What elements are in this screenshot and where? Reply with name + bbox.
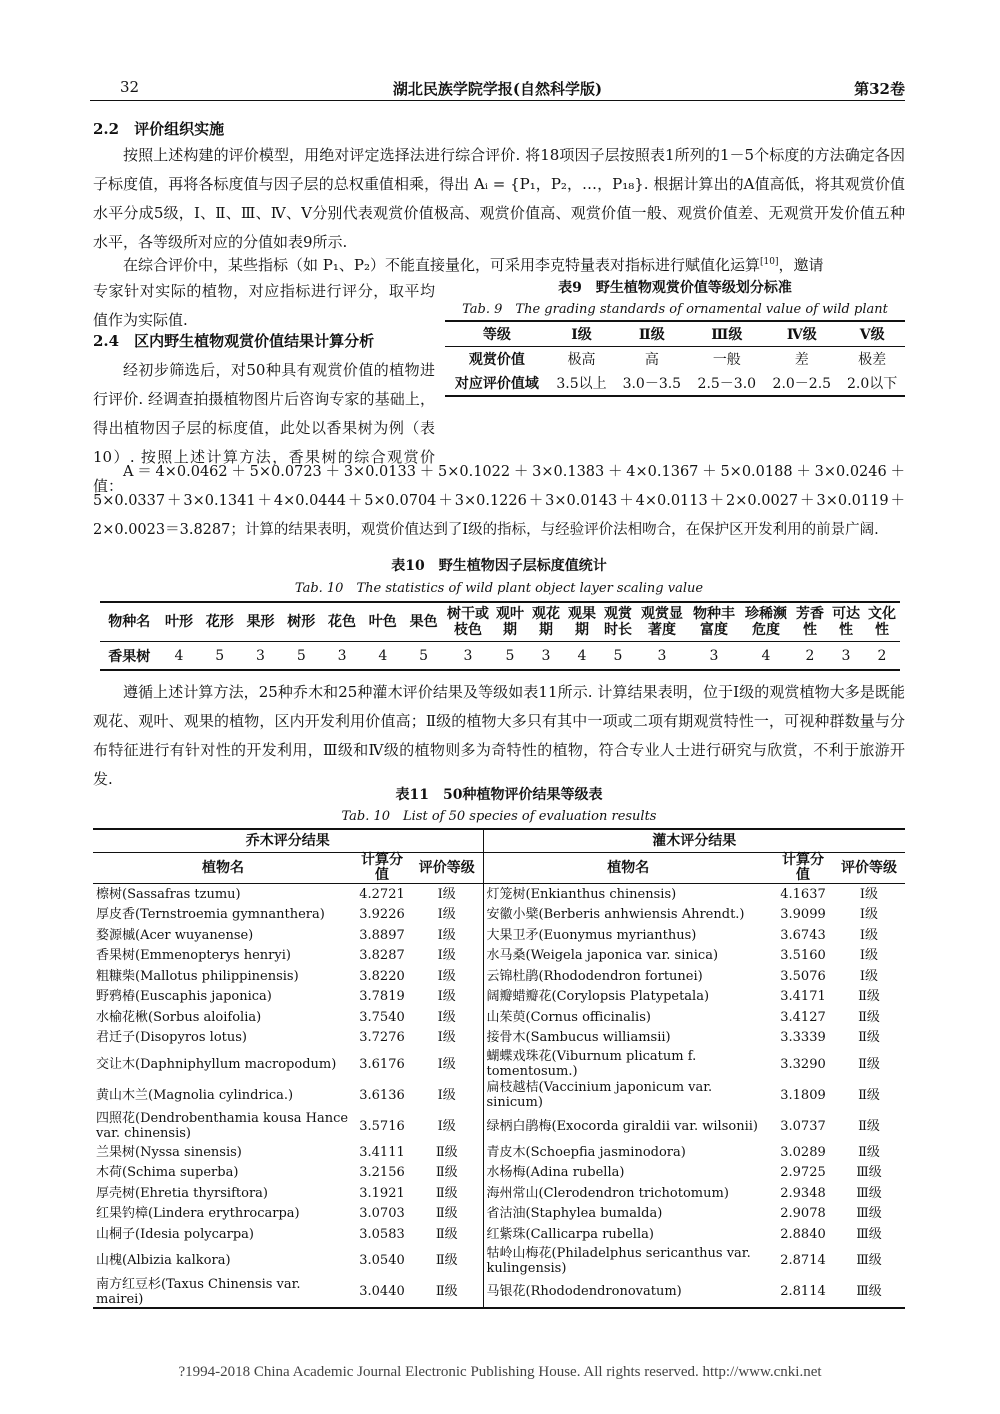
table10-caption-cn: 表10 野生植物因子层标度值统计 — [391, 558, 607, 574]
header-cell: 树形 — [281, 602, 322, 642]
table-cell: 极差 — [858, 352, 887, 368]
table-cell: 木荷(Schima superba) — [96, 1165, 239, 1181]
table-row — [93, 925, 905, 946]
table-cell: 香果树 — [108, 648, 151, 665]
table-cell: Ⅰ级 — [437, 927, 456, 943]
table-cell: 山茱萸(Cornus officinalis) — [483, 1007, 773, 1028]
table-cell: 3.9226 — [359, 907, 405, 923]
table-cell: Ⅱ级 — [858, 1056, 880, 1072]
table-cell: 3.2156 — [359, 1165, 405, 1181]
paragraph-evaluation-method: 按照上述构建的评价模型，用绝对评定选择法进行综合评价. 将18项因子层按照表1所列的1－5个标度的方法确定各因子标度值，再将各标度值与因子层的总权重值相乘，得出 Aᵢ = {P₁，P₂，…，P₁₈}. 根据计算出的A值高低，将其观赏价值水平分成5级，Ⅰ、Ⅱ、Ⅲ、Ⅳ、Ⅴ分别代表观赏价值极高、观赏价值高、观赏价值一般、观赏价值差、无观赏开发价值五种水平，各等级所对应的分值如表9所示. — [93, 146, 905, 251]
journal-title: 湖北民族学院学报(自然科学版) — [392, 80, 603, 98]
table-cell: Ⅰ级 — [437, 948, 456, 964]
table11-caption-cn: 表11 50种植物评价结果等级表 — [395, 787, 603, 803]
table-cell: Ⅱ级 — [435, 1185, 458, 1201]
table-cell: 5 — [505, 647, 515, 664]
table-cell: Ⅱ级 — [435, 1284, 458, 1299]
table-cell: 檫树(Sassafras tzumu) — [96, 886, 241, 902]
table-cell: 2.8114 — [780, 1284, 826, 1299]
header-cell: 计算分值 — [773, 853, 833, 884]
table-cell: 水榆花楸(Sorbus aloifolia) — [96, 1009, 262, 1025]
table-cell: Ⅱ级 — [858, 1118, 880, 1134]
table-cell: 2.9348 — [780, 1185, 826, 1201]
table-cell: 极高 — [567, 352, 596, 368]
table-row — [93, 1277, 905, 1308]
copyright-footer: ?1994-2018 China Academic Journal Electronic Publishing House. All rights reserved. http://www.cnki.net — [178, 1364, 822, 1380]
table-cell: 3.3339 — [780, 1030, 826, 1046]
table-cell: Ⅰ级 — [437, 989, 456, 1005]
table9-caption-en: Tab. 9 The grading standards of ornamental value of wild plant — [462, 302, 888, 317]
table-row — [93, 987, 905, 1008]
table-row — [93, 905, 905, 926]
table-cell: Ⅲ级 — [856, 1284, 882, 1299]
table-cell: 4 — [761, 647, 771, 664]
table9-caption-cn: 表9 野生植物观赏价值等级划分标准 — [558, 280, 792, 296]
table-cell: 3.4171 — [780, 989, 826, 1005]
section-heading-2-2: 2.2 评价组织实施 — [93, 120, 225, 138]
table-cell: 2 — [877, 647, 887, 664]
table10-scaling-values — [100, 601, 900, 671]
header-cell: 果色 — [403, 602, 444, 642]
table-cell: 3.0289 — [780, 1144, 826, 1160]
table-cell: Ⅰ级 — [859, 886, 879, 902]
table-cell: 南方红豆杉(Taxus Chinensis var. mairei) — [96, 1276, 301, 1307]
table-cell: 山桐子(Idesia polycarpa) — [96, 1226, 254, 1242]
table-cell: 3 — [256, 647, 265, 664]
table-cell: 蝴蝶戏珠花(Viburnum plicatum f. tomentosum.) — [483, 1048, 773, 1080]
table-cell: 4.1637 — [780, 886, 826, 902]
header-cell: Ⅴ级 — [839, 321, 905, 347]
table-cell: 3.0－3.5 — [622, 376, 682, 392]
header-cell: 植物名 — [93, 853, 353, 884]
table-cell: 3.8220 — [359, 968, 405, 984]
table-group-header-row — [93, 829, 905, 853]
table-cell: 对应评价值域 — [454, 376, 539, 392]
header-cell: 花形 — [199, 602, 240, 642]
table-cell: 阔瓣蜡瓣花(Corylopsis Platypetala) — [483, 987, 773, 1008]
table-cell: 红果钓樟(Lindera erythrocarpa) — [96, 1206, 300, 1222]
table-cell: 2.9078 — [780, 1206, 826, 1222]
table-cell: Ⅱ级 — [858, 1144, 880, 1160]
table-row — [93, 1007, 905, 1028]
header-cell: 观赏时长 — [600, 602, 636, 642]
table-row — [93, 1224, 905, 1245]
table-cell: 绿柄白鹃梅(Exocorda giraldii var. wilsonii) — [483, 1110, 773, 1142]
paragraph-screening — [93, 356, 905, 495]
table-cell: Ⅲ级 — [856, 1226, 882, 1242]
table-cell: 差 — [794, 352, 809, 368]
table-cell: Ⅲ级 — [856, 1206, 882, 1222]
header-cell: Ⅰ级 — [549, 321, 615, 347]
table-cell: 2 — [805, 647, 815, 664]
paragraph-results: 遵循上述计算方法，25种乔木和25种灌木评价结果及等级如表11所示. 计算结果表明，位于Ⅰ级的观赏植物大多是既能观花、观叶、观果的植物，区内开发利用价值高；Ⅱ级的植物大多只有其中一项或二项有期观赏特性一，可视种群数量与分布特征进行有针对性的开发利用，Ⅲ级和Ⅳ级的植物则多为奇特性的植物，符合专业人士进行研究与欣赏，不利于旅游开发. — [93, 683, 905, 788]
table-cell: 3.1809 — [780, 1087, 826, 1103]
header-cell: 可达性 — [828, 602, 864, 642]
table-row — [93, 1110, 905, 1142]
header-cell: 观叶期 — [492, 602, 528, 642]
table-cell: 3 — [657, 647, 667, 664]
table-cell: Ⅱ级 — [435, 1206, 458, 1222]
table-cell: Ⅱ级 — [435, 1144, 458, 1160]
header-cell: 花色 — [322, 602, 363, 642]
table-cell: 5 — [419, 647, 429, 664]
header-cell: Ⅲ级 — [689, 321, 764, 347]
table-cell: Ⅲ级 — [856, 1253, 882, 1268]
table-cell: 5 — [215, 647, 225, 664]
running-header — [90, 74, 905, 101]
table-cell: Ⅲ级 — [856, 1185, 882, 1201]
table-cell: 3.5以上 — [556, 376, 607, 392]
table-row — [93, 1142, 905, 1163]
page-number: 32 — [120, 78, 140, 96]
table-row — [93, 1163, 905, 1184]
table-cell: 3.4127 — [780, 1009, 826, 1025]
table-cell: Ⅰ级 — [859, 968, 879, 984]
likert-text: 在综合评价中，某些指标（如 P₁、P₂）不能直接量化，可采用李克特量表对指标进行赋值化运算 — [123, 256, 760, 274]
section-heading-2-4: 2.4 区内野生植物观赏价值结果计算分析 — [93, 332, 375, 350]
header-cell: 树干或枝色 — [444, 602, 492, 642]
header-cell: 植物名 — [483, 853, 773, 884]
table-cell: 2.9725 — [780, 1165, 826, 1181]
table-cell: 3.8897 — [359, 927, 405, 943]
table-cell: 灯笼树(Enkianthus chinensis) — [483, 884, 773, 905]
table-cell: 一般 — [712, 352, 741, 368]
table-cell: 2.5－3.0 — [697, 376, 757, 392]
table-cell: Ⅰ级 — [437, 1009, 456, 1025]
header-cell: 评价等级 — [833, 853, 905, 884]
table-cell: Ⅰ级 — [437, 968, 456, 984]
table-cell: Ⅰ级 — [859, 948, 879, 964]
table-row — [100, 642, 900, 671]
header-cell: 观果期 — [564, 602, 600, 642]
table-cell: 2.8840 — [780, 1226, 826, 1242]
table-cell: 3.5076 — [780, 968, 826, 984]
table-cell: 君迁子(Disopyros lotus) — [96, 1030, 247, 1046]
table11-caption-en: Tab. 10 List of 50 species of evaluation results — [341, 809, 657, 824]
table-cell: Ⅱ级 — [858, 989, 880, 1005]
table-cell: 3.0737 — [780, 1118, 826, 1134]
table-cell: 省沽油(Staphylea bumalda) — [483, 1204, 773, 1225]
table-header-row — [93, 853, 905, 884]
table-cell: 3.6743 — [780, 927, 826, 943]
table-cell: 山槐(Albizia kalkora) — [96, 1253, 231, 1268]
table-cell: 3 — [541, 647, 551, 664]
table-cell: 3.7819 — [359, 989, 405, 1005]
table-cell: 青皮木(Schoepfia jasminodora) — [483, 1142, 773, 1163]
table-cell: 厚壳树(Ehretia thyrsiftora) — [96, 1185, 268, 1201]
table-cell: Ⅰ级 — [437, 907, 456, 923]
table10-caption-en: Tab. 10 The statistics of wild plant object layer scaling value — [294, 581, 704, 596]
table-cell: Ⅱ级 — [435, 1253, 458, 1268]
header-cell: 评价等级 — [411, 853, 483, 884]
table-row — [93, 1028, 905, 1049]
table-cell: 3 — [709, 647, 719, 664]
table-cell: 3 — [337, 647, 347, 664]
header-cell: 观赏显著度 — [636, 602, 688, 642]
header-cell: 芳香性 — [792, 602, 828, 642]
table-cell: 2.0以下 — [847, 376, 898, 392]
table-cell: 4 — [174, 647, 184, 664]
table-cell: 3 — [463, 647, 473, 664]
table-cell: 3.4111 — [359, 1144, 405, 1160]
table-row — [93, 966, 905, 987]
table-cell: 海州常山(Clerodendron trichotomum) — [483, 1183, 773, 1204]
table-cell: 3.9099 — [780, 907, 826, 923]
table-row — [93, 1245, 905, 1277]
table-cell: Ⅰ级 — [437, 1030, 456, 1046]
table-cell: 黄山木兰(Magnolia cylindrica.) — [96, 1087, 294, 1103]
table-cell: 红紫珠(Callicarpa rubella) — [483, 1224, 773, 1245]
table11-body — [93, 884, 905, 1308]
paragraph-likert-rest: 专家针对实际的植物，对应指标进行评分，取平均值作为实际值. — [93, 282, 435, 329]
tree-group-header: 乔木评分结果 — [93, 829, 483, 853]
table-cell: 粗糠柴(Mallotus philippinensis) — [96, 968, 299, 984]
table-cell: 3.0440 — [359, 1284, 405, 1299]
table-row — [93, 884, 905, 905]
table-cell: 3.8287 — [359, 948, 405, 964]
table-cell: Ⅲ级 — [856, 1165, 882, 1181]
table-cell: 高 — [644, 352, 659, 368]
header-cell: 文化性 — [864, 602, 900, 642]
table-cell: 4 — [577, 647, 587, 664]
formula-paragraph: A＝4×0.0462＋5×0.0723＋3×0.0133＋5×0.1022＋3×0.1383＋4×0.1367＋5×0.0188＋3×0.0246＋5×0.0337＋3×0.1341＋4×0.0444＋5×0.0704＋3×0.1226＋3×0.0143＋4×0.0113＋2×0.0027＋3×0.0119＋2×0.0023＝3.8287；计算的结果表明，观赏价值达到了Ⅰ级的指标，与经验评价法相吻合，在保护区开发利用的前景广阔. — [93, 464, 905, 538]
table-cell: Ⅰ级 — [437, 886, 456, 902]
table-cell: 3 — [841, 647, 851, 664]
table-cell: Ⅰ级 — [437, 1087, 456, 1103]
header-cell: 物种名 — [100, 602, 159, 642]
paragraph-likert-line — [93, 248, 905, 280]
table-cell: 牯岭山梅花(Philadelphus sericanthus var. kulingensis) — [483, 1245, 773, 1277]
table-cell: 3.7276 — [359, 1030, 405, 1046]
header-cell: Ⅳ级 — [764, 321, 839, 347]
table-cell: 野鸦椿(Euscaphis japonica) — [96, 989, 272, 1005]
table-cell: 厚皮香(Ternstroemia gymnanthera) — [96, 907, 325, 923]
table-row — [93, 1048, 905, 1080]
table-cell: 婺源槭(Acer wuyanense) — [96, 927, 254, 943]
header-cell: 计算分值 — [353, 853, 411, 884]
table-cell: 云锦杜鹃(Rhododendron fortunei) — [483, 966, 773, 987]
table-cell: 3.1921 — [359, 1185, 405, 1201]
header-cell: 物种丰富度 — [688, 602, 740, 642]
table-row — [93, 1080, 905, 1110]
table-header-row — [100, 602, 900, 642]
paragraph-screening-text: 经初步筛选后，对50种具有观赏价值的植物进行评价. 经调查拍摄植物图片后咨询专家的基础上，得出植物因子层的标度值，此处以香果树为例（表10）. 按照上述计算方法，香果树的综合观赏价值： — [93, 361, 435, 495]
table-cell: 4 — [378, 647, 388, 664]
header-cell: 果形 — [240, 602, 281, 642]
table-cell: Ⅰ级 — [859, 927, 879, 943]
table-cell: 四照花(Dendrobenthamia kousa Hance var. chinensis) — [96, 1111, 349, 1141]
table-cell: 接骨木(Sambucus williamsii) — [483, 1028, 773, 1049]
table-cell: 3.3290 — [780, 1056, 826, 1072]
table-cell: 扁枝越桔(Vaccinium japonicum var. sinicum) — [483, 1080, 773, 1110]
table-cell: 水马桑(Weigela japonica var. sinica) — [483, 946, 773, 967]
table-cell: 兰果树(Nyssa sinensis) — [96, 1144, 242, 1160]
table-cell: Ⅱ级 — [858, 1030, 880, 1046]
table-cell: 大果卫矛(Euonymus myrianthus) — [483, 925, 773, 946]
table-cell: 3.0583 — [359, 1226, 405, 1242]
likert-text-end: ，邀请 — [778, 256, 824, 274]
table-cell: 香果树(Emmenopterys henryi) — [96, 948, 291, 964]
table-cell: 安徽小檗(Berberis anhwiensis Ahrendt.) — [483, 905, 773, 926]
header-cell: Ⅱ级 — [614, 321, 689, 347]
table-cell: 5 — [613, 647, 623, 664]
table-cell: Ⅱ级 — [858, 1087, 880, 1103]
header-cell: 等级 — [445, 321, 549, 347]
table-cell: 水杨梅(Adina rubella) — [483, 1163, 773, 1184]
table-cell: 3.0540 — [359, 1253, 405, 1268]
table-row — [93, 1204, 905, 1225]
volume-number: 第32卷 — [854, 80, 905, 98]
table-cell: Ⅱ级 — [435, 1165, 458, 1181]
table-cell: 2.0－2.5 — [772, 376, 832, 392]
table-cell: 3.6176 — [359, 1056, 405, 1072]
table-cell: 观赏价值 — [468, 352, 525, 368]
table-cell: 3.0703 — [359, 1206, 405, 1222]
table-cell: 2.8714 — [780, 1253, 826, 1268]
table-cell: Ⅰ级 — [437, 1056, 456, 1072]
table-cell: 4.2721 — [359, 886, 405, 902]
shrub-group-header: 灌木评分结果 — [483, 829, 905, 853]
header-cell: 叶色 — [362, 602, 403, 642]
table-cell: Ⅱ级 — [435, 1226, 458, 1242]
table-cell: Ⅰ级 — [859, 907, 879, 923]
table-cell: 3.5160 — [780, 948, 826, 964]
table-row — [93, 1183, 905, 1204]
table-cell: Ⅱ级 — [858, 1009, 880, 1025]
table11-evaluation-results — [93, 828, 905, 1309]
table-cell: 马银花(Rhododendronovatum) — [483, 1277, 773, 1308]
header-cell: 观花期 — [528, 602, 564, 642]
header-cell: 珍稀濒危度 — [740, 602, 792, 642]
table-cell: 交让木(Daphniphyllum macropodum) — [96, 1056, 337, 1072]
table-header-row — [445, 321, 905, 347]
table-cell: 3.6136 — [359, 1087, 405, 1103]
table-cell: Ⅰ级 — [437, 1118, 456, 1134]
table-cell: 3.7540 — [359, 1009, 405, 1025]
table-row — [93, 946, 905, 967]
citation-ref: [10] — [759, 257, 779, 267]
table-cell: 3.5716 — [359, 1118, 405, 1134]
header-cell: 叶形 — [159, 602, 200, 642]
table-cell: 5 — [296, 647, 306, 664]
